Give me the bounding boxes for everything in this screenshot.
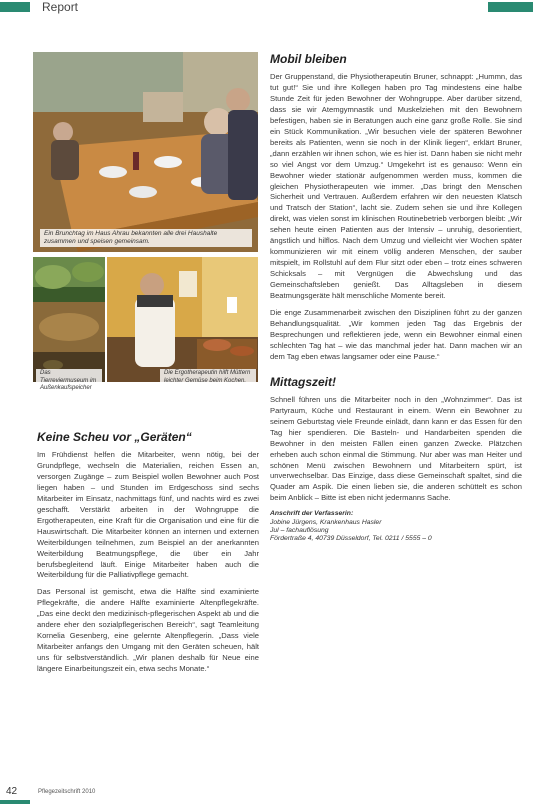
photo-caption-dining: Ein Brunchtag im Haus Ahrau bekannten alle drei Haushalte zusammen und speisen gemeinsam. [40, 229, 252, 247]
header-accent-bar-right [488, 2, 533, 12]
photo-caption-terrarium: Das Tierreviermuseum im Außenkaufspeicher [36, 369, 102, 387]
paragraph-personal: Das Personal ist gemischt, etwa die Hälfte sind examinierte Pflegekräfte, die andere Hälfte examinierte Altenpflegekräfte. „Das eine deckt den medizinisch-pflegerischen Aspekt ab und die andere eher den sozialpflegerischen Bereich“, sagt Teamleitung Kornelia Gesenberg, eine gelernte Altenpflegerin. „Dass viele Mitarbeiter anfangs den Umgang mit den Geräten scheuen, hält uns für selbstverständlich. „Wir planen deshalb für Neue eine längere Einarbeitungszeit ein, etwa sechs Monate.“ [37, 587, 259, 674]
photo-terrarium [33, 257, 105, 382]
terrarium-illustration [33, 257, 105, 382]
photo-caption-cooking: Die Ergotherapeutin hilft Müttern leichter Gemüse beim Kochen. [160, 369, 256, 387]
page-number: 42 [6, 786, 18, 797]
publication-footer: Pflegezeitschrift 2010 [38, 789, 96, 795]
author-address-line: Jul – fachauflösung [270, 526, 329, 534]
author-address-line: Fördertraße 4, 40739 Düsseldorf, Tel. 0211 / 5555 – 0 [270, 534, 432, 542]
paragraph-mobil-bleiben: Der Gruppenstand, die Physiotherapeutin Bruner, schnappt: „Hummn, das tut gut!“ Sie und ihre Kollegen haben pro Tag mindestens eine halbe Stunde Zeit für jeden Bewohner der Wohngruppe. Aber darüber sitzend, dass sie wir Atemgymnastik und Muskelziehen mit den Bewohnern befestigen, haben sie in Beratungen auch eine ganz große Rolle. Sie sind ein Stück Kommunikation. „Wir besuchen viele der späteren Bewohner bereits als Patienten, wenn sie noch in der Klinik liegen“, erklärt Bruner, „dann erzählen wir ihnen schon, wie es hier ist. Dann haben sie nicht mehr so viel Angst vor dem Umzug.“ Umgekehrt ist es genauso: Wenn ein Bewohner wieder stationär aufgenommen werden muss, kommen die gleichen Physiotherapeuten wie immer. „Das bringt den Menschen Sicherheit und Vertrauen. Außerdem erfahren wir den neuesten Klatsch und Tratsch der Station“, lacht sie. Zudem sehen sie und ihre Kollegen direkt, was vielen sonst im klinischen Routinebetrieb verborgen bleibt: „Wir sehen heute einen Patienten aus der Intensiv – unruhig, desorientiert, ängstlich und hilflos. Nach dem Umzug und vielleicht vier Wochen später kommunizieren wir mit einem völlig anderen Menschen, der sauber mitspielt, im Rollstuhl auf dem Flur sitzt oder eben – trotz eines schweren Schicksals – mit Vergnügen die Abwechslung und das Gemeinschaftsleben genießt. Das Alltagsleben in diesem Beatmungsgeräte hält menschliche Momente bereit. [270, 72, 522, 301]
paragraph-zusammenarbeit: Die enge Zusammenarbeit zwischen den Disziplinen führt zu der ganzen Behandlungsqualität. „Wir kommen jeden Tag das Ergebnis der Besprechungen und reflektieren jede, wenn ein Bewohner einmal einen schlechten Tag hat – wie das manchmal jeder hat. Dann machen wir an dem Tag eben etwas langsamer oder eine Pause.“ [270, 308, 522, 361]
footer-accent-bar [0, 800, 30, 804]
heading-keine-scheu: Keine Scheu vor „Geräten“ [37, 430, 192, 444]
author-address-heading: Anschrift der Verfasserin: [270, 510, 354, 518]
paragraph-mittagszeit: Schnell führen uns die Mitarbeiter noch in den „Wohnzimmer“. Das ist Partyraum, Küche und Restaurant in einem. Wenn ein Bewohner zu seinem Geburtstag viele Freunde einlädt, dann kann er das Essen für den Tag hier spendieren. Die Basteln- und Handarbeiten spenden die Bewohner in den meisten Fällen einen ganzen Zwecke. Plätzchen erheben auch schon einmal die Stimmung. Nur aber was man Heiter und schönen Menü zwischen Bewohnern und Mitarbeitern spürt, ist unverwechselbar. Das Einzige, dass diese Gemeinschaft spaltet, sind die Quader am Aspik. Die einen lieben sie, die anderen schüttelt es schon beim Anblick – Bitte ist eben nicht jedermanns Sache. [270, 394, 522, 503]
article-left-column [37, 430, 259, 675]
article-right-column [270, 52, 522, 543]
header-accent-bar-left [0, 2, 30, 12]
heading-mittagszeit: Mittagszeit! [270, 374, 336, 389]
section-label: Report [42, 0, 79, 14]
dining-room-illustration [33, 52, 258, 252]
paragraph-fruehdienst: Im Frühdienst helfen die Mitarbeiter, wenn nötig, bei der Grundpflege, wechseln die Materialien, reichen Essen an, versorgen Zugänge – zum Beispiel wollen Bewohner auch Post liegen haben – und Stunden im Erdgeschoss sind sechs Mitarbeiter im Einsatz, nachmittags fünf, und nachts wird es zwei geschafft. Verstärkt arbeiten in der Wohngruppe die Ergotherapeuten, eine Kraft für die Organisation und eine für die Hauswirtschaft. Die Mitarbeiter können an internen und externen Weiterbildungen teilnehmen, zum Beispiel an der anerkannten Weiterbildung Beatmungspflege, die über ein Jahr berufsbegleitend läuft. Einige Mitarbeiter haben auch die Weiterbildung für die Palliativpflege gemacht. [37, 450, 259, 580]
author-address-block [270, 510, 522, 543]
photo-cooking [107, 257, 258, 382]
photo-dining-room [33, 52, 258, 252]
cooking-illustration [107, 257, 258, 382]
author-address-line: Jobine Jürgens, Krankenhaus Hasler [270, 518, 382, 526]
heading-mobil-bleiben: Mobil bleiben [270, 52, 347, 66]
